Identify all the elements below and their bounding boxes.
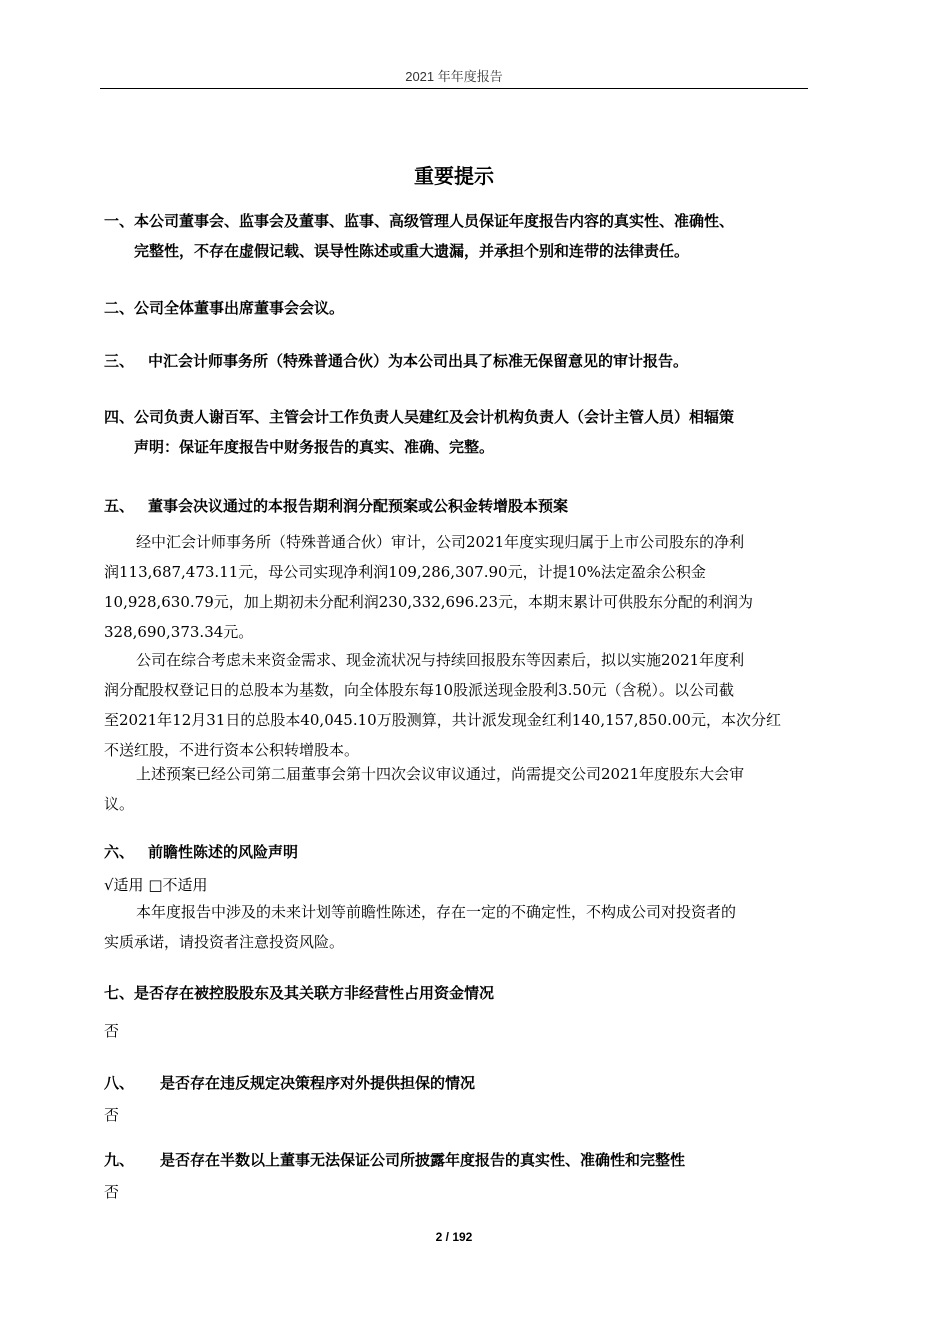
section-8-answer: 否 xyxy=(104,1106,120,1124)
section-5 xyxy=(104,491,568,521)
section-1-line1: 本公司董事会、监事会及董事、监事、高级管理人员保证年度报告内容的真实性、准确性、 xyxy=(134,212,735,230)
section-6-number: 六、 xyxy=(104,843,135,861)
section-6-applicability: √适用 □不适用 xyxy=(104,876,208,894)
section-4-line2: 声明：保证年度报告中财务报告的真实、准确、完整。 xyxy=(134,438,495,456)
section-8-text: 是否存在违反规定决策程序对外提供担保的情况 xyxy=(160,1074,476,1092)
section-5-paragraph-2 xyxy=(104,645,808,765)
paragraph-line: 议。 xyxy=(104,795,135,813)
section-1 xyxy=(104,206,814,266)
header-rule xyxy=(100,88,808,89)
page-title: 重要提示 xyxy=(414,164,494,188)
section-6-text: 前瞻性陈述的风险声明 xyxy=(148,843,299,861)
section-1-number: 一、 xyxy=(104,212,135,230)
paragraph-line: 上述预案已经公司第二届董事会第十四次会议审议通过，尚需提交公司2021年度股东大会审 xyxy=(136,765,745,783)
section-5-number: 五、 xyxy=(104,497,135,515)
section-8-number: 八、 xyxy=(104,1074,135,1092)
section-9-answer: 否 xyxy=(104,1183,120,1201)
section-2-text: 公司全体董事出席董事会会议。 xyxy=(134,299,345,317)
section-4-line1: 公司负责人谢百军、主管会计工作负责人吴建红及会计机构负责人（会计主管人员）相辐策 xyxy=(134,408,735,426)
section-5-paragraph-1 xyxy=(104,527,808,647)
paragraph-line: 润分配股权登记日的总股本为基数，向全体股东每10股派送现金股利3.50元（含税）。以公司截 xyxy=(104,681,734,699)
section-2 xyxy=(104,293,344,323)
section-9 xyxy=(104,1145,685,1175)
section-6-paragraph xyxy=(104,897,808,957)
section-3 xyxy=(104,346,688,376)
section-7-answer: 否 xyxy=(104,1022,120,1040)
section-5-paragraph-3 xyxy=(104,759,808,819)
section-5-text: 董事会决议通过的本报告期利润分配预案或公积金转增股本预案 xyxy=(148,497,569,515)
paragraph-line: 328,690,373.34元。 xyxy=(104,623,254,641)
section-8 xyxy=(104,1068,475,1098)
paragraph-line: 至2021年12月31日的总股本40,045.10万股测算，共计派发现金红利140,157,850.00元，本次分红 xyxy=(104,711,781,729)
section-7-number: 七、 xyxy=(104,984,135,1002)
running-header: 2021 年年度报告 xyxy=(405,69,503,84)
section-7-text: 是否存在被控股股东及其关联方非经营性占用资金情况 xyxy=(134,984,495,1002)
section-1-line2: 完整性，不存在虚假记载、误导性陈述或重大遗漏，并承担个别和连带的法律责任。 xyxy=(134,242,690,260)
paragraph-line: 不送红股，不进行资本公积转增股本。 xyxy=(104,741,360,759)
paragraph-line: 10,928,630.79元，加上期初未分配利润230,332,696.23元，本期末累计可供股东分配的利润为 xyxy=(104,593,754,611)
paragraph-line: 经中汇会计师事务所（特殊普通合伙）审计，公司2021年度实现归属于上市公司股东的净利 xyxy=(136,533,745,551)
section-7 xyxy=(104,978,494,1008)
section-9-text: 是否存在半数以上董事无法保证公司所披露年度报告的真实性、准确性和完整性 xyxy=(160,1151,686,1169)
section-6 xyxy=(104,837,298,867)
paragraph-line: 润113,687,473.11元，母公司实现净利润109,286,307.90元，计提10%法定盈余公积金 xyxy=(104,563,706,581)
paragraph-line: 实质承诺，请投资者注意投资风险。 xyxy=(104,933,345,951)
section-4-number: 四、 xyxy=(104,408,135,426)
section-3-number: 三、 xyxy=(104,352,135,370)
section-3-text: 中汇会计师事务所（特殊普通合伙）为本公司出具了标准无保留意见的审计报告。 xyxy=(148,352,689,370)
section-9-number: 九、 xyxy=(104,1151,135,1169)
paragraph-line: 本年度报告中涉及的未来计划等前瞻性陈述，存在一定的不确定性，不构成公司对投资者的 xyxy=(136,903,737,921)
page-number: 2 / 192 xyxy=(435,1230,473,1244)
section-2-number: 二、 xyxy=(104,299,135,317)
section-4 xyxy=(104,402,814,462)
paragraph-line: 公司在综合考虑未来资金需求、现金流状况与持续回报股东等因素后，拟以实施2021年度利 xyxy=(136,651,745,669)
